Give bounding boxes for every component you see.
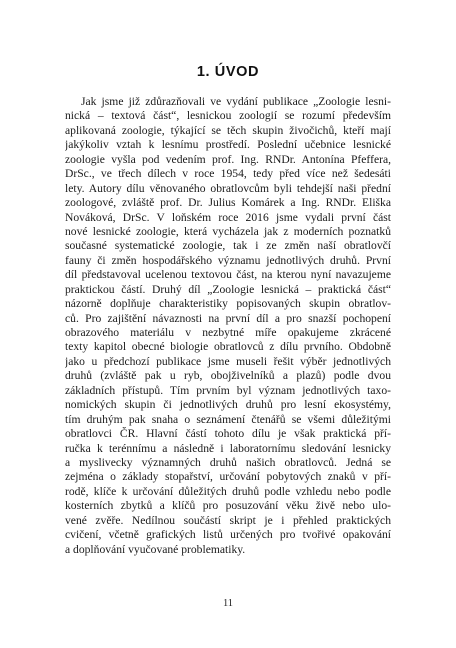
text-line: aplikovaná zoologie, týkající se těch skupin živočichů, kteří mají [65,123,391,137]
text-line: Jak jsme již zdůrazňovali ve vydání publikace „Zoologie lesni- [81,95,391,108]
text-line: a myslivecky významných druhů našich obratlovců. Jedná se [65,455,391,469]
text-line: nická – textová část“, lesnickou zoologií se rozumí především [65,109,391,123]
text-line: současné systematické zoologie, tak i ze změn naší obratlovčí [65,239,391,253]
text-line: základních přístupů. Tím prvním byl význam jednotlivých taxo- [65,383,391,397]
text-line: a doplňování vyučované problematiky. [65,542,246,556]
text-line: fauny či změn hospodářského významu jednotlivých druhů. První [65,253,391,267]
text-line: DrSc., ve třech dílech v roce 1954, tedy před více než šedesáti [65,167,391,181]
text-line: zoologové, zvláště prof. Dr. Julius Komárek a Ing. RNDr. Eliška [65,196,391,210]
text-line: nomických skupin či jednotlivých druhů pro lesní ekosystémy, [65,398,391,412]
text-line: obratlovci ČR. Hlavní částí tohoto dílu je však praktická pří- [65,427,391,441]
text-line: kosterních zbytků a klíčů pro posuzování věku živě nebo ulo- [65,499,391,513]
text-line: cvičení, včetně grafických listů určených pro tvořivé opakování [65,528,391,542]
text-line: praktickou částí. Druhý díl „Zoologie lesnická – praktická část“ [65,282,391,296]
text-line: rodě, klíče k určování důležitých druhů podle vzhledu nebo podle [65,484,391,498]
text-line: obrazového materiálu v nezbytné míře opakujeme zkrácené [65,326,391,339]
text-line: díl představoval ucelenou textovou část, na kterou nyní navazujeme [65,268,391,282]
text-line: jakýkoliv vztah k lesnímu prostředí. Poslední učebnice lesnické [65,138,391,152]
text-line: druhů (zvláště pak u ryb, obojživelníků a plazů) podle dvou [65,369,391,383]
text-line: nové lesnické zoologie, která vycházela jak z moderních poznatků [65,224,391,238]
text-line: ručka k terénnímu a následně i laboratornímu sledování lesnicky [65,441,391,455]
text-line: zejména o základy stopařství, určování pobytových znaků v pří- [65,470,391,484]
text-line: ců. Pro zajištění návaznosti na první díl a pro snazší pochopení [65,311,391,325]
text-line: texty kapitol obecné biologie obratlovců z dílu prvního. Obdobně [65,340,391,354]
body-text [65,95,391,557]
text-line: tím druhým pak snaha o seznámení čtenářů se všemi důležitými [65,412,391,426]
chapter-title: 1. ÚVOD [196,64,260,80]
text-line: zoologie vyšla pod vedením prof. Ing. RNDr. Antonína Pfeffera, [65,152,391,166]
text-line: Nováková, DrSc. V loňském roce 2016 jsme vydali první část [65,210,391,224]
text-line: jako u předchozí publikace jsme museli řešit výběr jednotlivých [65,354,391,368]
text-line: názorně doplňuje charakteristiky popisovaných skupin obratlov- [65,297,391,311]
text-line: vené zvěře. Nedílnou součástí skript je i přehled praktických [65,513,391,527]
text-line: lety. Autory dílu věnovaného obratlovcům byli tehdejší naši přední [65,181,391,195]
page-number: 11 [222,598,234,609]
